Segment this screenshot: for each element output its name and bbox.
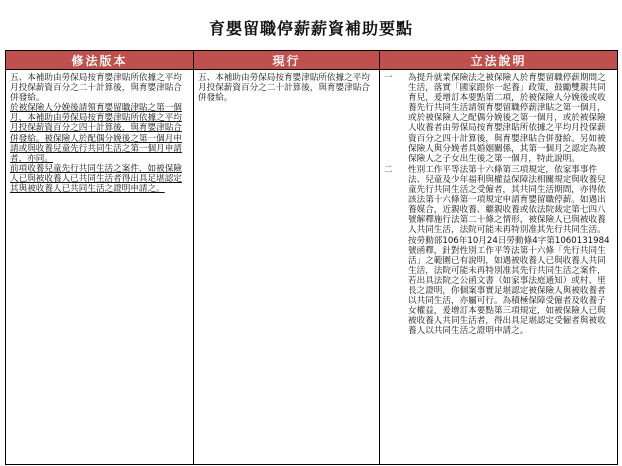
explanation-item-2 xyxy=(384,165,613,337)
comparison-table xyxy=(5,50,618,465)
revised-paragraph-3: 前項收養兒童先行共同生活之案件，如被保險人已與被收養人已共同生活者得出具足堪認定其與被收養人已共同生活之證明申請之。 xyxy=(10,163,182,195)
current-version-cell xyxy=(194,70,380,465)
explanation-text-2b: 按勞動部106年10月24日勞動條4字第1060131984號函釋，針對性別工作平等法第十六條「先行共同生活」之範圍已有說明，如遇被收養人已與收養人共同生活，法院可能未再特別准其先行共同生活之案件，若出具法院之公函文書（如家事法庭通知）或村、里長之證明，你個案事實足堪認定被保險人與被收養者以共同生活，亦屬可行。為積極保障受僱者及收養子女權益，爰增訂本要點第三項規定，如被保險人已與被收養人共同生活者，得出具足堪認定受僱者與被收養人以共同生活之證明申請之。 xyxy=(408,235,610,337)
header-row xyxy=(6,51,618,70)
header-current-version: 現行 xyxy=(194,51,380,70)
explanation-text-2a: 性別工作平等法第十六條第三項規定，依家事事件法、兒童及少年福利與權益保障法相關規定與收養兒童先行共同生活之受僱者，其共同生活期間，亦得依該法第十六條第一項規定申請育嬰留職停薪。如遇出養媒合，近親收養、繼親收養或依法院裁定第七四八號解釋施行法第二十條之情形，被保險人已與被收養人共同生活，法院可能未再特別准其先行共同生活。 xyxy=(408,164,606,236)
header-revised-version: 修法版本 xyxy=(6,51,194,70)
explanation-cell xyxy=(380,70,618,465)
revised-version-cell xyxy=(6,70,194,465)
revised-paragraph-2: 於被保險人分娩後請領育嬰留職津貼之第一個月，本補助由勞保局按育嬰津貼所依據之平均月投保薪資百分之四十計算後，與育嬰津貼合併發給。被保險人於配偶分娩後之第一個月申請或與收養兒童先行共同生活之第一個月申請者，亦同。 xyxy=(10,103,182,164)
explanation-number-1: 一 xyxy=(384,73,393,83)
page-title: 育嬰留職停薪薪資補助要點 xyxy=(208,19,413,38)
current-paragraph-1: 五、本補助由勞保局按育嬰津貼所依據之平均月投保薪資百分之二十計算後，與育嬰津貼合併發給。 xyxy=(198,73,370,104)
content-row xyxy=(6,70,618,465)
header-legislative-explanation: 立法說明 xyxy=(380,51,618,70)
revised-paragraph-1: 五、本補助由勞保局按育嬰津貼所依據之平均月投保薪資百分之二十計算後，與育嬰津貼合併發給。 xyxy=(10,73,182,104)
explanation-item-1 xyxy=(384,73,613,164)
explanation-number-2: 二 xyxy=(384,164,393,175)
explanation-text-1: 為提升就業保險法之被保險人於育嬰留職停薪期間之生活，落實「國家跟你一起養」政策，鼓勵雙親共同育兒，爰增訂本要點第二項，於被保險人分娩後或收養先行共同生活請領育嬰留職停薪津貼之第一個月，或於被保險人之配偶分娩後之第一個月，或於被保險人收養者由勞保局按育嬰津貼所依據之平均月投保薪資百分之四十計算後，與育嬰津貼合併發給。另如被保險人與分娩者具婚姻關係，其第一個月之認定為被保險人之子女出生後之第一個月，特此說明。 xyxy=(408,73,606,164)
